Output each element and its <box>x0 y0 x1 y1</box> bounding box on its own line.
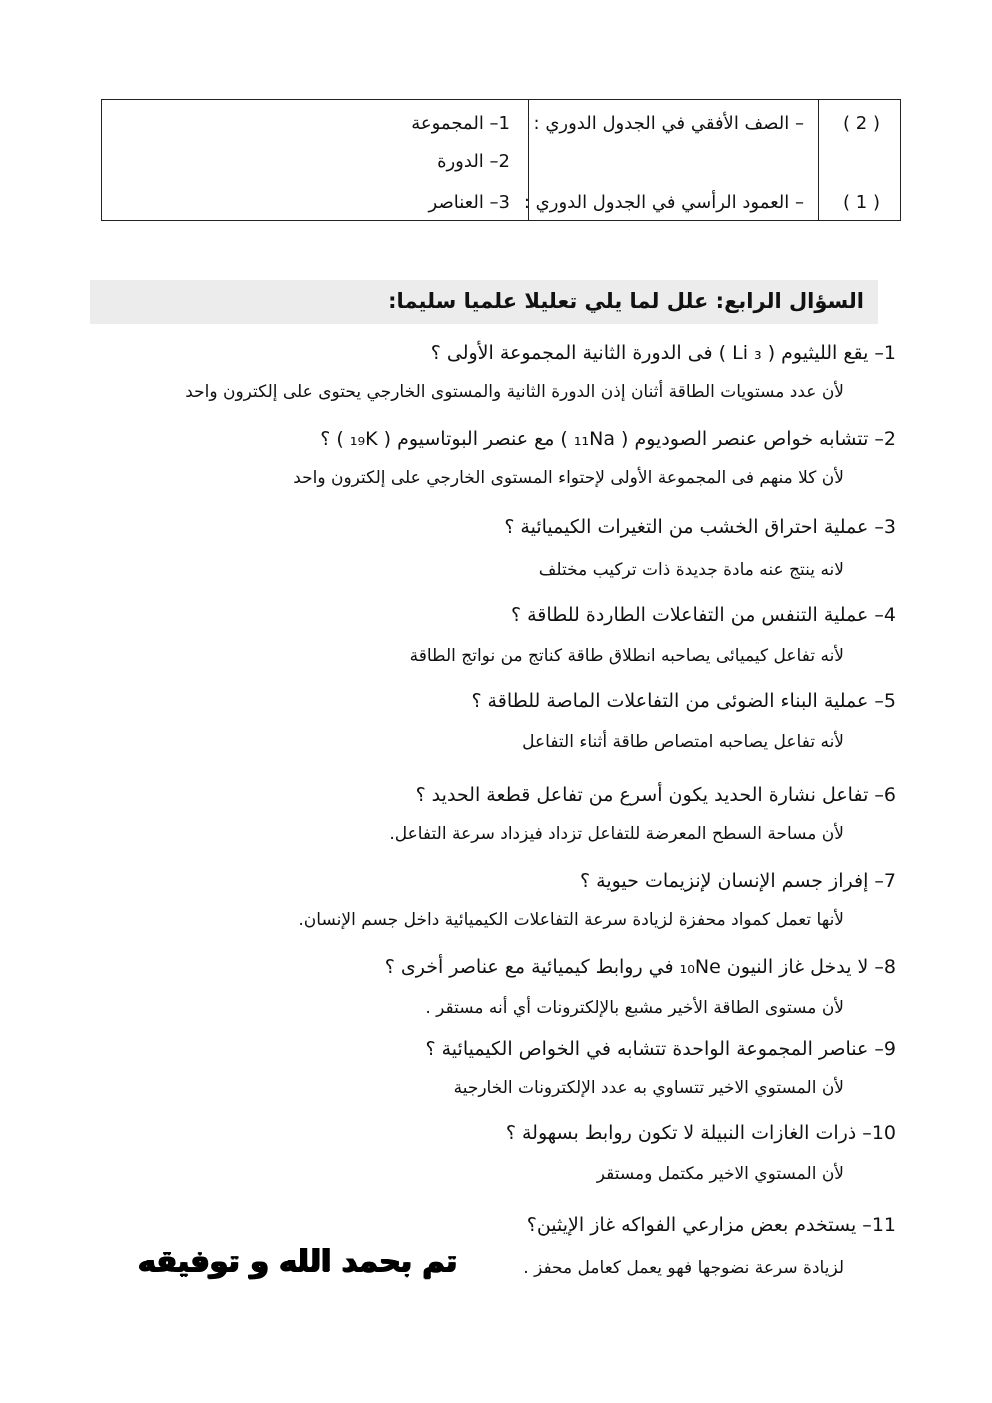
row-number: ( 2 ) <box>843 113 880 134</box>
question-1: 1– يقع الليثيوم ( Li ₃ ) فى الدورة الثانية المجموعة الأولى ؟ <box>430 342 896 364</box>
question-3: 3– عملية احتراق الخشب من التغيرات الكيميائية ؟ <box>504 516 896 538</box>
section-header <box>90 280 878 324</box>
row-number: ( 1 ) <box>843 192 880 213</box>
question-6: 6– تفاعل نشارة الحديد يكون أسرع من تفاعل قطعة الحديد ؟ <box>415 784 896 806</box>
answer-5: لأنه تفاعل يصاحبه امتصاص طاقة أثناء التفاعل <box>522 732 844 752</box>
closing-phrase: تم بحمد الله و توفيقه <box>138 1244 458 1279</box>
answer-3: لانه ينتج عنه مادة جديدة ذات تركيب مختلف <box>538 560 844 580</box>
question-9: 9– عناصر المجموعة الواحدة تتشابه في الخواص الكيميائية ؟ <box>425 1038 896 1060</box>
answer-8: لأن مستوى الطاقة الأخير مشبع بالإلكترونات أي أنه مستقر . <box>425 998 844 1018</box>
row-term: – العمود الرأسي في الجدول الدوري : <box>523 192 804 213</box>
row-option: 2– الدورة <box>437 151 510 172</box>
question-7: 7– إفراز جسم الإنسان لإنزيمات حيوية ؟ <box>580 870 896 892</box>
question-8: 8– لا يدخل غاز النيون ₁₀Ne في روابط كيميائية مع عناصر أخرى ؟ <box>384 956 896 978</box>
answer-7: لأنها تعمل كمواد محفزة لزيادة سرعة التفاعلات الكيميائية داخل جسم الإنسان. <box>298 910 844 930</box>
answer-1: لأن عدد مستويات الطاقة أثنان إذن الدورة الثانية والمستوى الخارجي يحتوى على إلكترون واحد <box>185 382 844 402</box>
row-option: 3– العناصر <box>428 192 510 213</box>
row-term: – الصف الأفقي في الجدول الدوري : <box>533 113 804 134</box>
answer-2: لأن كلا منهم فى المجموعة الأولى لإحتواء المستوى الخارجي على إلكترون واحد <box>293 468 844 488</box>
table-divider <box>818 100 819 220</box>
question-4: 4– عملية التنفس من التفاعلات الطاردة للطاقة ؟ <box>510 604 896 626</box>
section-title: السؤال الرابع: علل لما يلي تعليلا علميا سليما: <box>388 289 864 313</box>
question-11: 11– يستخدم بعض مزارعي الفواكه غاز الإيثين؟ <box>526 1214 896 1236</box>
matching-table <box>101 99 901 221</box>
answer-10: لأن المستوي الاخير مكتمل ومستقر <box>596 1164 844 1184</box>
question-5: 5– عملية البناء الضوئى من التفاعلات الماصة للطاقة ؟ <box>471 690 896 712</box>
answer-4: لأنه تفاعل كيميائى يصاحبه انطلاق طاقة كناتج من نواتج الطاقة <box>409 646 844 666</box>
question-2: 2– تتشابه خواص عنصر الصوديوم ( ₁₁Na ) مع عنصر البوتاسيوم ( ₁₉K ) ؟ <box>320 428 896 450</box>
answer-6: لأن مساحة السطح المعرضة للتفاعل تزداد فيزداد سرعة التفاعل. <box>389 824 844 844</box>
answer-9: لأن المستوي الاخير تتساوي به عدد الإلكترونات الخارجية <box>453 1078 844 1098</box>
row-option: 1– المجموعة <box>411 113 510 134</box>
answer-11: لزيادة سرعة نضوجها فهو يعمل كعامل محفز . <box>523 1258 844 1278</box>
question-10: 10– ذرات الغازات النبيلة لا تكون روابط بسهولة ؟ <box>505 1122 896 1144</box>
